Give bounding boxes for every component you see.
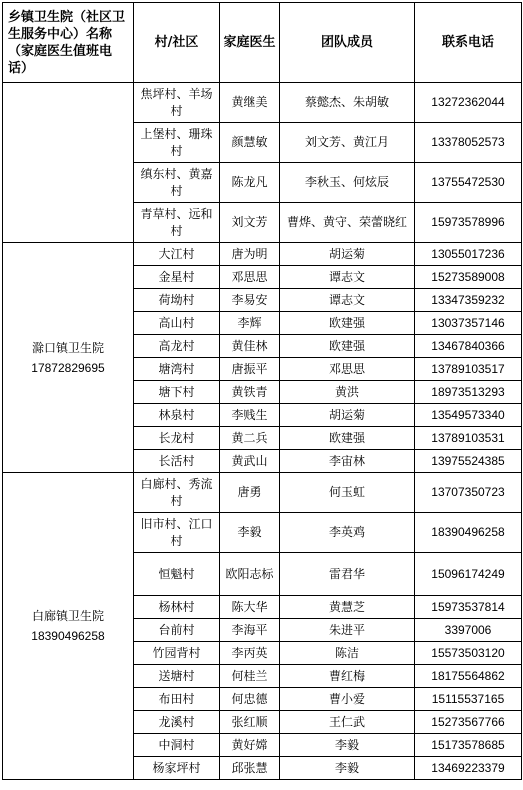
- village-cell: 高龙村: [134, 335, 220, 358]
- village-cell: 焦坪村、羊场村: [134, 83, 220, 123]
- village-cell: 大江村: [134, 243, 220, 266]
- team-members-cell: 李毅: [280, 734, 415, 757]
- phone-cell: 15115537165: [415, 688, 522, 711]
- village-cell: 金星村: [134, 266, 220, 289]
- doctor-cell: 李海平: [220, 619, 280, 642]
- village-cell: 恒魁村: [134, 553, 220, 596]
- team-members-cell: 李英鸡: [280, 513, 415, 553]
- doctor-cell: 邓思思: [220, 266, 280, 289]
- header-team-members: 团队成员: [280, 3, 415, 83]
- hospital-name: 滁口镇卫生院: [31, 340, 104, 355]
- phone-cell: 15973537814: [415, 596, 522, 619]
- doctor-cell: 唐振平: [220, 358, 280, 381]
- team-members-cell: 欧建强: [280, 312, 415, 335]
- team-members-cell: 曹红梅: [280, 665, 415, 688]
- village-cell: 送塘村: [134, 665, 220, 688]
- team-members-cell: 曹小爱: [280, 688, 415, 711]
- table-row: [3, 243, 522, 266]
- contact-table-container: [2, 2, 521, 780]
- village-cell: 竹园背村: [134, 642, 220, 665]
- village-cell: 高山村: [134, 312, 220, 335]
- team-members-cell: 胡运菊: [280, 404, 415, 427]
- phone-cell: 13272362044: [415, 83, 522, 123]
- table-body: [3, 83, 522, 780]
- table-row: [3, 473, 522, 513]
- phone-cell: 15273589008: [415, 266, 522, 289]
- team-members-cell: 李宙林: [280, 450, 415, 473]
- team-members-cell: 欧建强: [280, 427, 415, 450]
- phone-cell: 3397006: [415, 619, 522, 642]
- doctor-cell: 李易安: [220, 289, 280, 312]
- hospital-name: 白廊镇卫生院: [31, 609, 104, 623]
- team-members-cell: 李秋玉、何炫辰: [280, 163, 415, 203]
- hospital-duty-phone: 18390496258: [31, 629, 105, 643]
- doctor-cell: 邱张慧: [220, 757, 280, 780]
- village-cell: 荷坳村: [134, 289, 220, 312]
- doctor-cell: 颜慧敏: [220, 123, 280, 163]
- team-members-cell: 雷君华: [280, 553, 415, 596]
- hospital-duty-phone: 17872829695: [31, 360, 105, 375]
- team-members-cell: 何玉虹: [280, 473, 415, 513]
- phone-cell: 15096174249: [415, 553, 522, 596]
- phone-cell: 13055017236: [415, 243, 522, 266]
- doctor-cell: 黄二兵: [220, 427, 280, 450]
- phone-cell: 18175564862: [415, 665, 522, 688]
- family-doctor-contact-table: [2, 2, 522, 780]
- table-row: [3, 83, 522, 123]
- phone-cell: 15173578685: [415, 734, 522, 757]
- doctor-cell: 何桂兰: [220, 665, 280, 688]
- doctor-cell: 李辉: [220, 312, 280, 335]
- doctor-cell: 陈大华: [220, 596, 280, 619]
- phone-cell: 13549573340: [415, 404, 522, 427]
- village-cell: 中洞村: [134, 734, 220, 757]
- phone-cell: 13469223379: [415, 757, 522, 780]
- doctor-cell: 欧阳志标: [220, 553, 280, 596]
- team-members-cell: 黄洪: [280, 381, 415, 404]
- team-members-cell: 蔡懿杰、朱胡敏: [280, 83, 415, 123]
- team-members-cell: 胡运菊: [280, 243, 415, 266]
- village-cell: 上堡村、珊珠村: [134, 123, 220, 163]
- village-cell: 塘下村: [134, 381, 220, 404]
- village-cell: 杨林村: [134, 596, 220, 619]
- village-cell: 布田村: [134, 688, 220, 711]
- hospital-cell: [3, 473, 134, 780]
- village-cell: 青草村、远和村: [134, 203, 220, 243]
- village-cell: 长活村: [134, 450, 220, 473]
- doctor-cell: 李毅: [220, 513, 280, 553]
- doctor-cell: 唐勇: [220, 473, 280, 513]
- doctor-cell: 何忠德: [220, 688, 280, 711]
- doctor-cell: 唐为明: [220, 243, 280, 266]
- doctor-cell: 黄武山: [220, 450, 280, 473]
- phone-cell: 13347359232: [415, 289, 522, 312]
- doctor-cell: 陈龙凡: [220, 163, 280, 203]
- hospital-cell: [3, 83, 134, 243]
- team-members-cell: 邓思思: [280, 358, 415, 381]
- header-contact-phone: 联系电话: [415, 3, 522, 83]
- doctor-cell: 李丙英: [220, 642, 280, 665]
- header-hospital-name: 乡镇卫生院（社区卫生服务中心）名称（家庭医生值班电话）: [3, 3, 134, 83]
- village-cell: 台前村: [134, 619, 220, 642]
- village-cell: 旧市村、江口村: [134, 513, 220, 553]
- team-members-cell: 曹烨、黄守、荣蕾晓红: [280, 203, 415, 243]
- phone-cell: 18973513293: [415, 381, 522, 404]
- team-members-cell: 黄慧芝: [280, 596, 415, 619]
- phone-cell: 13789103531: [415, 427, 522, 450]
- team-members-cell: 陈洁: [280, 642, 415, 665]
- phone-cell: 18390496258: [415, 513, 522, 553]
- doctor-cell: 黄继美: [220, 83, 280, 123]
- village-cell: 白廊村、秀流村: [134, 473, 220, 513]
- hospital-cell: [3, 243, 134, 473]
- phone-cell: 13378052573: [415, 123, 522, 163]
- team-members-cell: 欧建强: [280, 335, 415, 358]
- team-members-cell: 王仁武: [280, 711, 415, 734]
- phone-cell: 15573503120: [415, 642, 522, 665]
- phone-cell: 13037357146: [415, 312, 522, 335]
- team-members-cell: 朱进平: [280, 619, 415, 642]
- village-cell: 杨家坪村: [134, 757, 220, 780]
- doctor-cell: 刘文芳: [220, 203, 280, 243]
- team-members-cell: 谭志文: [280, 266, 415, 289]
- phone-cell: 13707350723: [415, 473, 522, 513]
- header-village: 村/社区: [134, 3, 220, 83]
- team-members-cell: 谭志文: [280, 289, 415, 312]
- doctor-cell: 张红顺: [220, 711, 280, 734]
- team-members-cell: 刘文芳、黄江月: [280, 123, 415, 163]
- header-family-doctor: 家庭医生: [220, 3, 280, 83]
- phone-cell: 13467840366: [415, 335, 522, 358]
- doctor-cell: 黄佳林: [220, 335, 280, 358]
- village-cell: 塘湾村: [134, 358, 220, 381]
- phone-cell: 13975524385: [415, 450, 522, 473]
- doctor-cell: 黄铁青: [220, 381, 280, 404]
- doctor-cell: 黄好嫦: [220, 734, 280, 757]
- village-cell: 林泉村: [134, 404, 220, 427]
- village-cell: 缜东村、黄嘉村: [134, 163, 220, 203]
- phone-cell: 15273567766: [415, 711, 522, 734]
- village-cell: 长龙村: [134, 427, 220, 450]
- village-cell: 龙溪村: [134, 711, 220, 734]
- doctor-cell: 李贱生: [220, 404, 280, 427]
- header-row: [3, 3, 522, 83]
- phone-cell: 15973578996: [415, 203, 522, 243]
- team-members-cell: 李毅: [280, 757, 415, 780]
- phone-cell: 13789103517: [415, 358, 522, 381]
- phone-cell: 13755472530: [415, 163, 522, 203]
